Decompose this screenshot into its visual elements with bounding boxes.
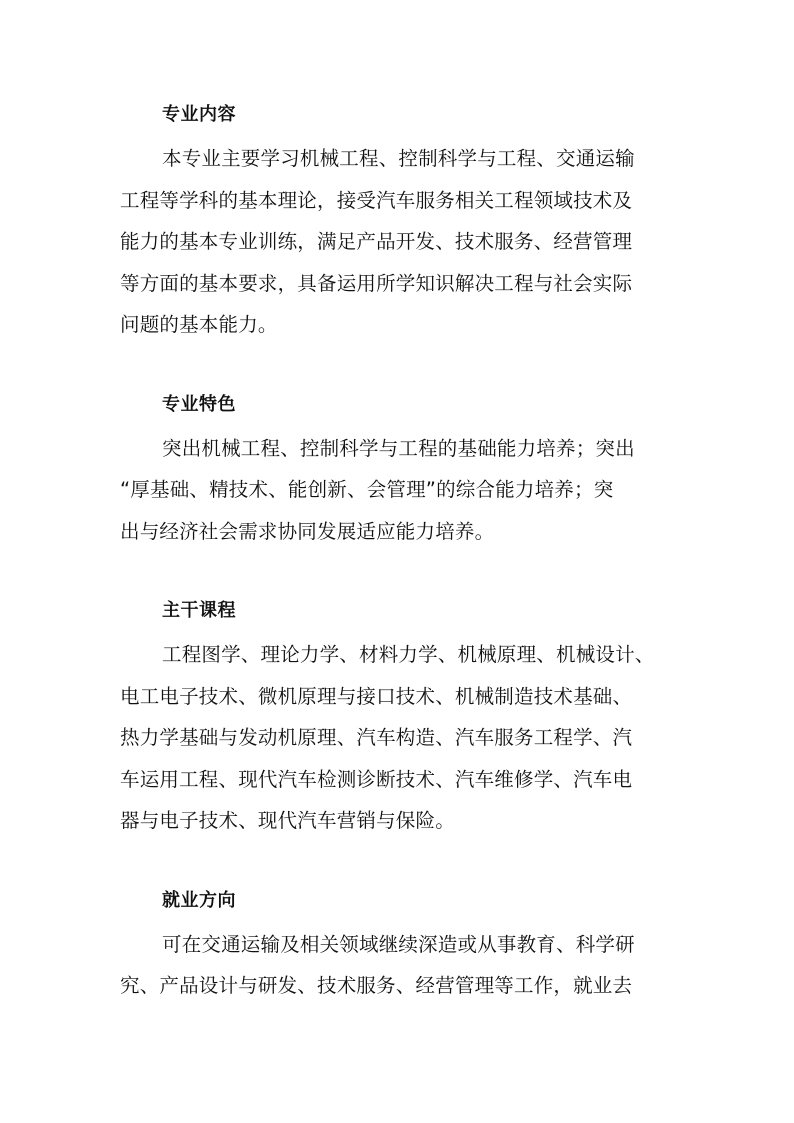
section-paragraph (120, 138, 680, 346)
section-heading: 专业内容 (162, 104, 236, 125)
section-paragraph (120, 924, 680, 1007)
section-major-features (120, 382, 680, 553)
paragraph-line: 热力学基础与发动机原理、汽车构造、汽车服务工程学、汽 (120, 726, 633, 749)
paragraph-line: 可在交通运输及相关领域继续深造或从事教育、科学研 (162, 932, 635, 956)
paragraph-line: 器与电子技术、现代汽车营销与保险。 (120, 809, 455, 832)
section-heading: 就业方向 (162, 889, 236, 911)
section-career-direction (120, 878, 680, 1007)
document-body (120, 92, 680, 1007)
paragraph-line: 工程等学科的基本理论，接受汽车服务相关工程领域技术及 (120, 188, 633, 212)
paragraph-line: 能力的基本专业训练，满足产品开发、技术服务、经营管理 (120, 230, 633, 253)
paragraph-line: 车运用工程、现代汽车检测诊断技术、汽车维修学、汽车电 (120, 767, 633, 791)
paragraph-line: 出与经济社会需求协同发展适应能力培养。 (120, 519, 495, 543)
section-major-content (120, 92, 680, 346)
paragraph-line: 突出机械工程、控制科学与工程的基础能力培养；突出 (162, 436, 635, 460)
section-paragraph (120, 634, 680, 842)
paragraph-line: 问题的基本能力。 (120, 313, 278, 336)
paragraph-line: “厚基础、精技术、能创新、会管理”的综合能力培养；突 (120, 478, 614, 501)
paragraph-line: 本专业主要学习机械工程、控制科学与工程、交通运输 (162, 147, 635, 170)
paragraph-line: 工程图学、理论力学、材料力学、机械原理、机械设计、 (162, 643, 655, 666)
section-heading: 主干课程 (162, 600, 236, 621)
paragraph-line: 究、产品设计与研发、技术服务、经营管理等工作，就业去 (120, 974, 633, 997)
paragraph-line: 电工电子技术、微机原理与接口技术、机械制造技术基础、 (120, 684, 633, 708)
section-core-courses (120, 588, 680, 842)
section-paragraph (120, 428, 680, 553)
section-heading: 专业特色 (162, 393, 236, 415)
paragraph-line: 等方面的基本要求，具备运用所学知识解决工程与社会实际 (120, 271, 633, 295)
